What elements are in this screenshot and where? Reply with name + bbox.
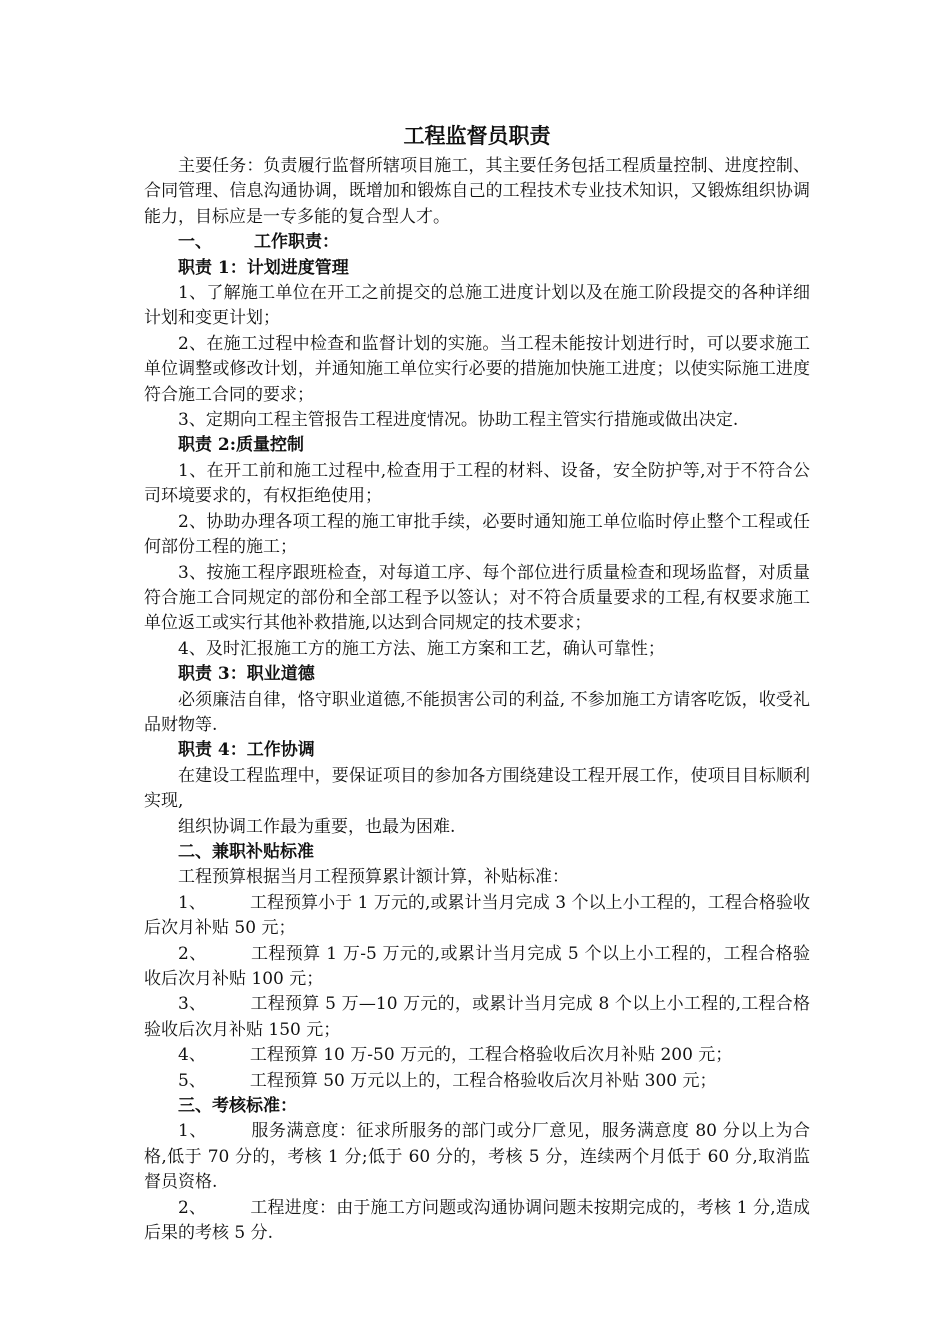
body-paragraph: 主要任务：负责履行监督所辖项目施工，其主要任务包括工程质量控制、进度控制、合同管理、信息沟通协调，既增加和锻炼自己的工程技术专业技术知识，又锻炼组织协调能力，目标应是一专多能的复合型人才。 bbox=[144, 156, 810, 227]
item-text: 工程预算小于 1 万元的,或累计当月完成 3 个以上小工程的，工程合格验收后次月补贴 50 元； bbox=[144, 892, 810, 939]
section-heading bbox=[144, 1094, 810, 1119]
body-paragraph: 1、了解施工单位在开工之前提交的总施工进度计划以及在施工阶段提交的各种详细计划和变更计划； bbox=[144, 283, 810, 329]
body-paragraph: 必须廉洁自律，恪守职业道德,不能损害公司的利益, 不参加施工方请客吃饭，收受礼品财物等. bbox=[144, 689, 810, 735]
item-text: 工程预算 10 万-50 万元的，工程合格验收后次月补贴 200 元； bbox=[249, 1045, 733, 1066]
section-heading bbox=[144, 256, 810, 281]
heading-text: 职责 3：职业道德 bbox=[178, 664, 315, 685]
section-heading bbox=[144, 433, 810, 458]
item-number: 2、 bbox=[178, 1197, 207, 1218]
section-title bbox=[144, 230, 810, 255]
body-paragraph: 1、在开工前和施工过程中,检查用于工程的材料、设备，安全防护等,对于不符合公司环境要求的，有权拒绝使用； bbox=[144, 460, 810, 507]
heading-text: 三、考核标准： bbox=[178, 1096, 297, 1117]
body-paragraph: 2、协助办理各项工程的施工审批手续，必要时通知施工单位临时停止整个工程或任何部份工程的施工； bbox=[144, 511, 810, 558]
body-paragraph: 4、及时汇报施工方的施工方法、施工方案和工艺，确认可靠性； bbox=[178, 638, 665, 659]
section-heading bbox=[144, 662, 810, 687]
numbered-item bbox=[144, 1119, 810, 1195]
numbered-item bbox=[144, 942, 810, 993]
item-number: 2、 bbox=[178, 943, 207, 964]
item-text: 工程预算 5 万—10 万元的，或累计当月完成 8 个以上小工程的,工程合格验收后次月补贴 150 元； bbox=[144, 994, 810, 1040]
item-text: 工程预算 50 万元以上的，工程合格验收后次月补贴 300 元； bbox=[249, 1070, 717, 1091]
body-paragraph: 组织协调工作最为重要，也最为困难. bbox=[178, 816, 456, 837]
numbered-item bbox=[144, 1196, 810, 1247]
item-number: 1、 bbox=[178, 892, 206, 913]
numbered-item bbox=[144, 891, 810, 942]
section-number: 一、 bbox=[178, 232, 212, 253]
item-number: 4、 bbox=[178, 1045, 206, 1066]
item-number: 3、 bbox=[178, 994, 207, 1015]
section-heading bbox=[144, 738, 810, 763]
item-number: 5、 bbox=[178, 1070, 206, 1091]
body-paragraph: 工程预算根据当月工程预算累计额计算，补贴标准： bbox=[178, 867, 569, 888]
item-text: 服务满意度：征求所服务的部门或分厂意见，服务满意度 80 分以上为合格,低于 70 分的，考核 1 分;低于 60 分的，考核 5 分，连续两个月低于 60 分,取消监督员资格. bbox=[144, 1121, 810, 1193]
item-number: 1、 bbox=[178, 1121, 207, 1142]
body-paragraph: 2、在施工过程中检查和监督计划的实施。当工程未能按计划进行时，可以要求施工单位调整或修改计划，并通知施工单位实行必要的措施加快施工进度；以使实际施工进度符合施工合同的要求； bbox=[144, 333, 810, 405]
heading-text: 二、兼职补贴标准 bbox=[178, 841, 314, 862]
numbered-item bbox=[144, 1043, 810, 1068]
section-heading bbox=[144, 840, 810, 865]
numbered-item bbox=[144, 1069, 810, 1094]
body-paragraph: 在建设工程监理中，要保证项目的参加各方围绕建设工程开展工作，使项目目标顺利实现, bbox=[144, 765, 810, 812]
heading-text: 职责 2:质量控制 bbox=[178, 435, 305, 456]
heading-text: 职责 1：计划进度管理 bbox=[178, 257, 349, 278]
document-title: 工程监督员职责 bbox=[403, 124, 551, 148]
body-paragraph: 3、定期向工程主管报告工程进度情况。协助工程主管实行措施或做出决定. bbox=[178, 410, 739, 431]
document-body bbox=[144, 154, 810, 1246]
numbered-item bbox=[144, 992, 810, 1043]
section-text: 工作职责： bbox=[254, 232, 339, 253]
item-text: 工程进度：由于施工方问题或沟通协调问题未按期完成的，考核 1 分,造成后果的考核 5 分. bbox=[144, 1197, 810, 1244]
body-paragraph: 3、按施工程序跟班检查，对每道工序、每个部位进行质量检查和现场监督，对质量符合施工合同规定的部份和全部工程予以签认；对不符合质量要求的工程,有权要求施工单位返工或实行其他补救措施,以达到合同规定的技术要求； bbox=[144, 562, 810, 634]
heading-text: 职责 4：工作协调 bbox=[178, 740, 315, 761]
item-text: 工程预算 1 万-5 万元的,或累计当月完成 5 个以上小工程的，工程合格验收后次月补贴 100 元； bbox=[144, 943, 810, 989]
